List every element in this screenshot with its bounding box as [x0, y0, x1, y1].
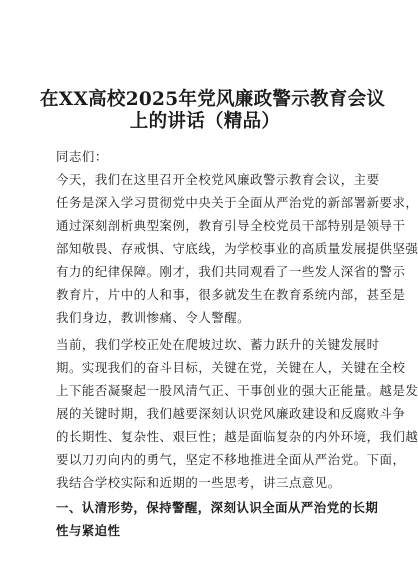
- paragraph-2-line: 展的关键时期，我们越要深刻认识党风廉政建设和反腐败斗争: [56, 406, 406, 421]
- section-heading-line: 一、认清形势，保持警醒，深刻认识全面从严治党的长期: [56, 500, 379, 515]
- paragraph-1-line: 有力的纪律保障。刚才，我们共同观看了一些发人深省的警示: [56, 264, 406, 279]
- paragraph-1-line: 今天，我们在这里召开全校党风廉政警示教育会议，主要: [56, 172, 380, 187]
- section-heading-line: 性与紧迫性: [56, 523, 121, 538]
- document-title-line-2: 上的讲话（精品）: [129, 111, 281, 132]
- paragraph-1-line: 教育片，片中的人和事，很多就发生在教育系统内部，甚至是: [56, 287, 406, 302]
- paragraph-2-line: 期。实现我们的奋斗目标，关键在党，关键在人，关键在全校: [56, 360, 406, 375]
- paragraph-1-line: 我们身边，教训惨痛、令人警醒。: [56, 310, 251, 325]
- paragraph-1-line: 部知敬畏、存戒惧、守底线，为学校事业的高质量发展提供坚强: [56, 241, 418, 256]
- paragraph-2-line: 要以刀刃向内的勇气，坚定不移地推进全面从严治党。下面，: [56, 452, 406, 467]
- paragraph-2-line: 上下能否凝聚起一股风清气正、干事创业的强大正能量。越是发: [56, 383, 418, 398]
- paragraph-2-line: 我结合学校实际和近期的一些思考，讲三点意见。: [56, 475, 341, 490]
- paragraph-2-line: 当前，我们学校正处在爬坡过坎、蓄力跃升的关键发展时: [56, 337, 380, 352]
- paragraph-1-line: 任务是深入学习贯彻党中央关于全面从严治党的新部署新要求，: [56, 195, 418, 210]
- salutation: 同志们：: [56, 149, 108, 164]
- paragraph-2-line: 的长期性、复杂性、艰巨性；越是面临复杂的内外环境，我们越: [56, 429, 418, 444]
- paragraph-1-line: 通过深刻剖析典型案例，教育引导全校党员干部特别是领导干: [56, 218, 406, 233]
- document-title-line-1: 在XX高校2025年党风廉政警示教育会议: [40, 89, 386, 110]
